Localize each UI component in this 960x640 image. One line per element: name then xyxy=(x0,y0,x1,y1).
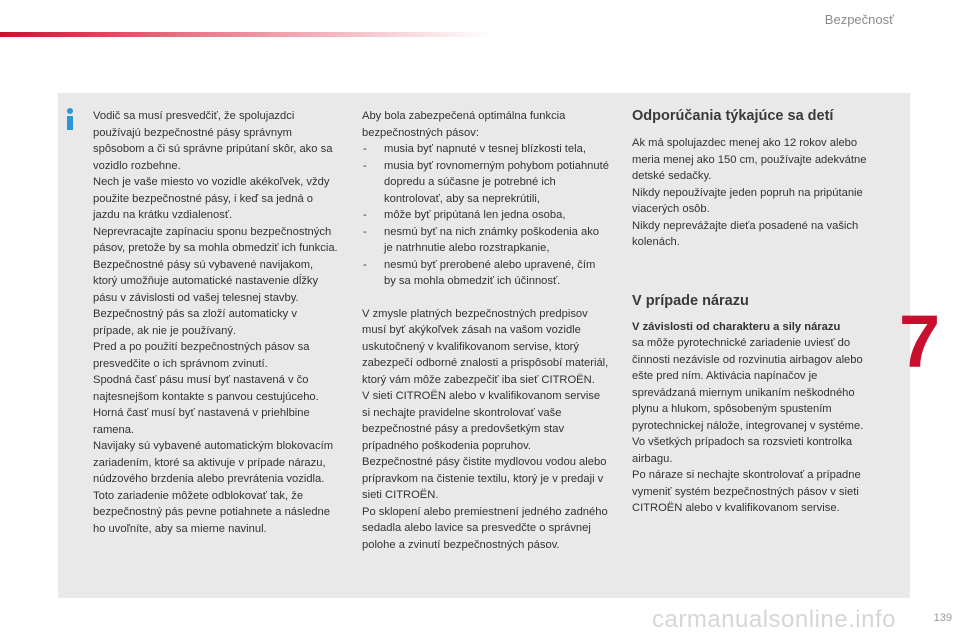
list-item: - musia byť napnuté v tesnej blízkosti tela, xyxy=(362,141,610,158)
list-intro: Aby bola zabezpečená optimálna funkcia bezpečnostných pásov: xyxy=(362,110,566,139)
paragraph: Bezpečnostné pásy čistite mydlovou vodou alebo prípravkom na čistenie textilu, ktorý je v predaji v sieti CITROËN. xyxy=(362,456,607,501)
paragraph: Vodič sa musí presvedčiť, že spolujazdci používajú bezpečnostné pásy správnym spôsobom a či sú správne pripútaní skôr, ako sa vozidlo rozbehne. xyxy=(93,110,333,172)
bold-lead: V závislosti od charakteru a sily nárazu xyxy=(632,320,841,333)
heading-child-recommendations: Odporúčania týkajúce sa detí xyxy=(632,108,834,124)
paragraph: Spodná časť pásu musí byť nastavená v čo najtesnejšom kontakte s panvou cestujúceho. xyxy=(93,374,319,403)
list-item: - nesmú byť na nich známky poškodenia ako je natrhnutie alebo rozstrapkanie, xyxy=(362,224,610,257)
paragraph: Vo všetkých prípadoch sa rozsvieti kontrolka airbagu. xyxy=(632,436,853,465)
paragraph: Ak má spolujazdec menej ako 12 rokov alebo meria menej ako 150 cm, používajte adekvátne detské sedačky. xyxy=(632,137,867,182)
paragraph: V zmysle platných bezpečnostných predpisov musí byť akýkoľvek zásah na vašom vozidle uskutočnený v kvalifikovanom servise, ktorý zabezpečí odborné znalosti a prispôsobí materiál, ktorý vám môže zabezpečiť iba sieť CITROËN. xyxy=(362,307,609,386)
paragraph: Nikdy neprevážajte dieťa posadené na vašich kolenách. xyxy=(632,219,859,248)
paragraph: Po náraze si nechajte skontrolovať a prípadne vymeniť systém bezpečnostných pásov v sieti CITROËN alebo v kvalifikovanom servise. xyxy=(632,469,861,514)
column-children-crash xyxy=(632,108,882,517)
section-title: Bezpečnosť xyxy=(824,12,894,27)
requirements-list xyxy=(362,141,610,290)
header-accent-bar xyxy=(0,32,490,37)
heading-in-case-of-crash: V prípade nárazu xyxy=(632,292,749,309)
info-icon xyxy=(62,108,78,130)
paragraph: V sieti CITROËN alebo v kvalifikovanom servise si nechajte pravidelne skontrolovať vaše bezpečnostné pásy a predovšetkým stav prípadného poškodenia popruhov. xyxy=(362,390,601,452)
column-safety-notes xyxy=(93,108,338,537)
paragraph: Pred a po použití bezpečnostných pásov sa presvedčite o ich správnom zvinutí. xyxy=(93,341,310,370)
paragraph: Nech je vaše miesto vo vozidle akékoľvek, vždy použite bezpečnostné pásy, i keď sa jedná o jazdu na krátku vzdialenosť. xyxy=(93,176,330,221)
list-item: - môže byť pripútaná len jedna osoba, xyxy=(362,207,610,224)
paragraph: Navijaky sú vybavené automatickým blokovacím zariadením, ktoré sa aktivuje v prípade nárazu, núdzového brzdenia alebo prevrátenia vozidla. Toto zariadenie môžete odblokovať tak, že bezpečnostný pás pevne potiahnete a následne ho uvoľníte, aby sa mierne navinul. xyxy=(93,440,334,535)
paragraph xyxy=(632,319,882,435)
paragraph: Nikdy nepoužívajte jeden popruh na pripútanie viacerých osôb. xyxy=(632,186,863,215)
column-belt-function xyxy=(362,108,610,553)
paragraph: Po sklopení alebo premiestnení jedného zadného sedadla alebo lavice sa presvedčte o správnej polohe a zvinutí bezpečnostných pásov. xyxy=(362,505,608,551)
list-item: - nesmú byť prerobené alebo upravené, čím by sa mohla obmedziť ich účinnosť. xyxy=(362,257,610,290)
chapter-number: 7 xyxy=(899,300,941,383)
watermark: carmanualsonline.info xyxy=(652,606,896,633)
paragraph: Horná časť musí byť nastavená v priehlbine ramena. xyxy=(93,407,310,436)
lead-continuation: sa môže pyrotechnické zariadenie uviesť do činnosti nezávisle od rozvinutia airbagov alebo ešte pred ním. Aktivácia napínačov je sprevádzaná miernym unikaním neškodného plynu a hlukom, spôsobeným spustením pyrotechnickej náložе, integrovanej v systéme. xyxy=(632,337,864,432)
paragraph: Bezpečnostné pásy sú vybavené navijakom, ktorý umožňuje automatické nastavenie dĺžky pásu v závislosti od vašej telesnej stavby. Bezpečnostný pás sa zloží automaticky v prípade, ak nie je používaný. xyxy=(93,258,319,337)
paragraph: Neprevracajte zapínaciu sponu bezpečnostných pásov, pretože by sa mohla obmedziť ich funkcia. xyxy=(93,225,338,254)
list-item: - musia byť rovnomerným pohybom potiahnuté dopredu a súčasne je potrebné ich kontrolovať, aby sa neprekrútili, xyxy=(362,158,610,208)
page-number: 139 xyxy=(933,612,952,624)
